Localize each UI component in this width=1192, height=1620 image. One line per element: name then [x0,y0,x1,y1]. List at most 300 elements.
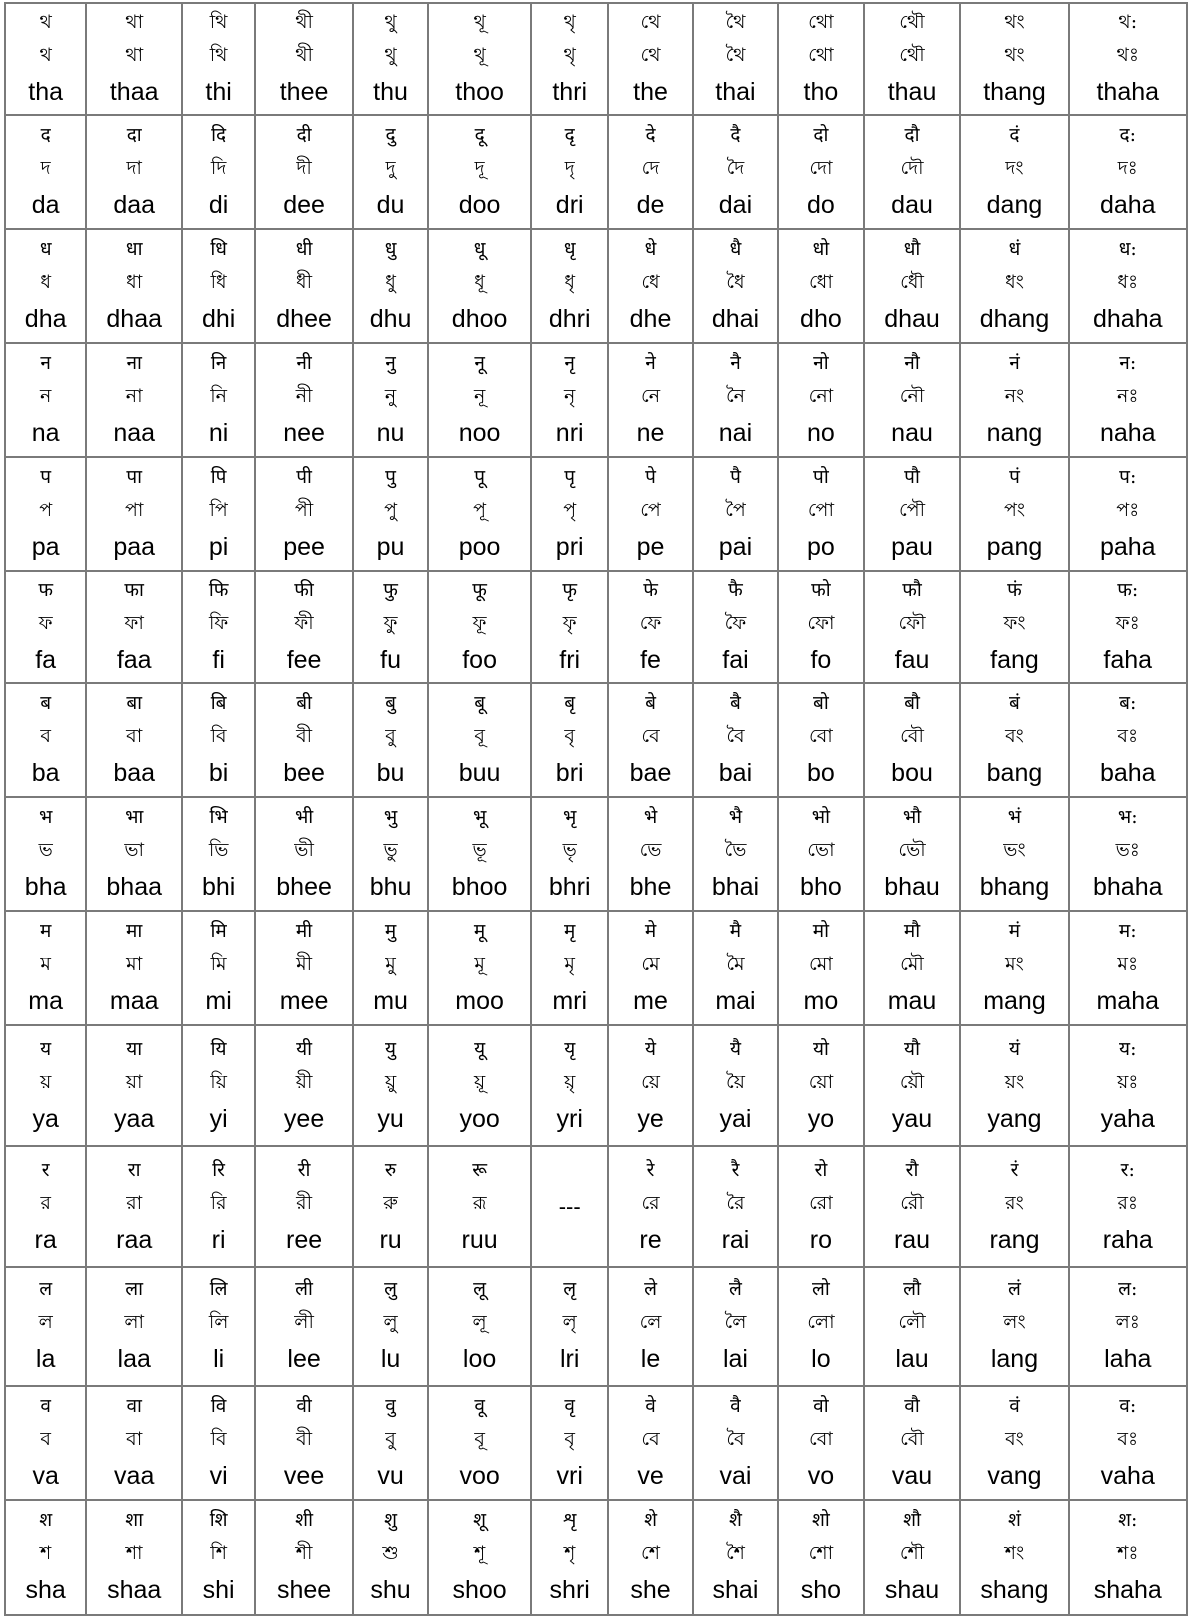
transliteration: fa [35,646,57,675]
devanagari-glyph: यी [296,1037,313,1060]
syllable-cell [5,1386,86,1500]
transliteration: mo [803,987,839,1016]
transliteration: ve [637,1461,664,1490]
devanagari-glyph: पा [126,466,143,489]
transliteration: fai [722,646,749,675]
bengali-glyph: ব [40,1427,51,1450]
syllable-cell [608,797,692,911]
devanagari-glyph: लं [1008,1278,1021,1301]
transliteration: ma [28,987,64,1016]
devanagari-glyph: शो [811,1509,830,1532]
bengali-glyph: মা [126,953,143,976]
syllable-cell [778,1025,863,1146]
bengali-glyph: থৌ [899,43,925,66]
syllable-cell [693,571,778,683]
bengali-glyph: দূ [474,156,485,179]
chart-row [5,343,1187,457]
devanagari-glyph: शौ [903,1509,921,1532]
bengali-glyph: মো [809,953,833,976]
transliteration: shai [712,1576,759,1605]
transliteration: paha [1099,533,1156,562]
syllable-cell [531,1146,608,1266]
devanagari-glyph: वो [813,1394,829,1417]
transliteration: de [636,190,665,219]
bengali-glyph: মে [641,953,660,976]
syllable-cell [693,683,778,797]
devanagari-glyph: नं [1009,352,1020,375]
devanagari-glyph: लौ [903,1278,921,1301]
transliteration: va [32,1461,59,1490]
devanagari-glyph: वै [730,1394,741,1417]
transliteration: fu [380,646,401,675]
transliteration: dau [891,190,933,219]
devanagari-glyph: रं [1010,1158,1019,1181]
syllable-cell [86,229,182,343]
bengali-glyph: ধঃ [1117,271,1139,293]
devanagari-glyph: प [40,466,52,489]
bengali-glyph: পং [1003,499,1026,522]
syllable-cell [86,457,182,571]
bengali-glyph: ভো [807,839,835,862]
transliteration: baa [113,759,156,788]
devanagari-glyph: पो [813,466,829,489]
devanagari-glyph: र [41,1158,50,1181]
transliteration: nau [891,419,933,448]
chart-row [5,1146,1187,1266]
devanagari-glyph: बं [1009,692,1020,715]
devanagari-glyph: ल: [1118,1278,1138,1301]
syllable-cell [428,3,531,115]
bengali-glyph: লৌ [898,1311,926,1334]
syllable-cell [428,1025,531,1146]
syllable-cell [428,1500,531,1615]
syllable-cell [86,1025,182,1146]
syllable-cell [531,1386,608,1500]
devanagari-glyph: ये [645,1037,657,1060]
syllable-cell [864,3,961,115]
syllable-cell [182,457,255,571]
syllable-cell [5,457,86,571]
syllable-cell [428,911,531,1025]
transliteration: doo [458,190,501,219]
syllable-cell [353,1386,428,1500]
bengali-glyph: রী [296,1191,313,1214]
devanagari-glyph: शू [473,1509,487,1532]
devanagari-glyph: दृ [564,123,575,146]
syllable-cell [353,3,428,115]
bengali-glyph: রৌ [900,1191,924,1214]
syllable-cell [608,571,692,683]
bengali-glyph: নে [640,385,661,408]
devanagari-glyph: बे [645,692,656,715]
transliteration: ni [208,419,229,448]
devanagari-glyph: থ [39,10,52,33]
bengali-glyph: ভৈ [724,839,747,862]
bengali-glyph: ভু [383,839,398,862]
syllable-cell [778,343,863,457]
bengali-glyph: থি [209,43,228,66]
bengali-glyph: ভে [639,839,662,862]
devanagari-glyph: शा [125,1509,144,1532]
transliteration: lau [895,1345,929,1374]
bengali-glyph: লী [294,1311,314,1334]
syllable-cell [255,3,353,115]
bengali-glyph: র [40,1191,51,1214]
transliteration: shang [980,1576,1049,1605]
devanagari-glyph: धि [210,238,227,260]
devanagari-glyph: बि [210,692,227,715]
transliteration: lai [722,1345,748,1374]
devanagari-glyph: दे [645,123,656,146]
devanagari-glyph: থু [384,10,397,33]
devanagari-glyph: नु [385,352,396,375]
bengali-glyph: শং [1004,1542,1025,1565]
syllable-cell [608,457,692,571]
devanagari-glyph: भू [472,806,487,829]
bengali-glyph: না [125,385,143,408]
devanagari-glyph: मि [210,920,227,943]
transliteration: vaa [114,1461,155,1490]
syllable-cell [1069,115,1187,229]
syllable-cell [1069,229,1187,343]
syllable-cell [353,115,428,229]
bengali-glyph: য়া [125,1070,143,1093]
devanagari-glyph: भ: [1117,806,1138,829]
syllable-cell [693,229,778,343]
devanagari-glyph: नो [813,352,829,375]
transliteration: dhaha [1093,305,1163,333]
devanagari-glyph: फौ [902,579,922,602]
bengali-glyph: বো [809,725,833,748]
transliteration: thau [887,77,937,106]
bengali-glyph: থঃ [1116,43,1139,66]
devanagari-glyph: रो [814,1158,828,1181]
bengali-glyph: ভং [1003,839,1026,862]
devanagari-glyph: बु [385,692,396,715]
syllable-cell [255,1386,353,1500]
syllable-cell [778,683,863,797]
transliteration: nai [718,419,753,448]
bengali-glyph: পৈ [725,499,746,522]
transliteration: mau [887,987,937,1016]
transliteration: bi [208,759,229,788]
bengali-glyph: মঃ [1117,953,1139,976]
devanagari-glyph: पौ [904,466,920,489]
transliteration: yai [719,1104,752,1133]
syllable-cell [778,1500,863,1615]
transliteration: noo [458,419,501,448]
bengali-glyph: রং [1005,1191,1024,1214]
bengali-glyph: পী [294,499,314,522]
devanagari-glyph: भे [643,806,658,829]
bengali-glyph: য়ং [1004,1070,1025,1093]
transliteration: bang [986,759,1043,788]
transliteration: pee [283,533,325,562]
syllable-cell [5,343,86,457]
bengali-glyph: ফী [294,612,314,635]
syllable-cell [182,3,255,115]
devanagari-glyph: बौ [904,692,920,715]
devanagari-glyph: दि [211,123,227,146]
transliteration: ru [379,1225,402,1254]
transliteration: daa [113,190,156,219]
syllable-cell [531,683,608,797]
bengali-glyph: দে [641,156,660,179]
devanagari-glyph: बृ [564,692,576,715]
syllable-cell [693,1146,778,1266]
devanagari-glyph: शृ [563,1509,577,1532]
devanagari-glyph: पृ [564,466,576,489]
devanagari-glyph: व [40,1394,51,1417]
bengali-glyph: ফৌ [898,612,926,635]
devanagari-glyph: लै [729,1278,742,1301]
transliteration: vang [987,1461,1042,1490]
bengali-glyph: ব [40,725,51,748]
bengali-glyph: ভা [124,839,145,862]
transliteration: vi [209,1461,228,1490]
syllable-cell [182,911,255,1025]
devanagari-glyph: पं [1009,466,1020,489]
transliteration: pa [31,533,60,562]
transliteration: do [807,190,835,219]
devanagari-glyph: भी [294,806,314,829]
transliteration: du [376,190,405,219]
transliteration: thaha [1096,77,1160,106]
syllable-cell [1069,683,1187,797]
transliteration: dhe [629,305,672,333]
empty-cell-dash: --- [558,1193,581,1219]
devanagari-glyph: बी [296,692,312,715]
transliteration: ro [809,1225,833,1254]
syllable-cell [86,683,182,797]
syllable-cell [864,683,961,797]
transliteration: bhai [711,873,760,902]
syllable-cell [960,911,1068,1025]
transliteration: laha [1104,1345,1152,1374]
transliteration: ra [34,1225,57,1254]
transliteration: thang [983,77,1046,106]
bengali-glyph: ধু [385,271,396,293]
syllable-cell [960,229,1068,343]
transliteration: shoo [452,1576,507,1605]
devanagari-glyph: लु [384,1278,397,1301]
bengali-glyph: থা [125,43,144,66]
bengali-glyph: মী [296,953,313,976]
transliteration: fi [212,646,225,675]
syllable-cell [960,115,1068,229]
devanagari-glyph: री [297,1158,311,1181]
syllable-cell [960,683,1068,797]
transliteration: dhang [979,305,1050,333]
syllable-cell [864,1267,961,1386]
transliteration: thee [279,77,329,106]
devanagari-glyph: रू [472,1158,487,1181]
syllable-cell [255,1025,353,1146]
transliteration: ne [636,419,665,448]
transliteration: shee [276,1576,332,1605]
transliteration: bhang [979,873,1050,902]
transliteration: dho [800,305,842,333]
bengali-glyph: বৈ [726,725,745,748]
devanagari-glyph: दू [474,123,485,146]
chart-row [5,1267,1187,1386]
transliteration: dhoo [451,305,508,333]
devanagari-glyph: धे [644,238,657,260]
bengali-glyph: শী [295,1542,313,1565]
transliteration: me [633,987,668,1016]
bengali-glyph: শি [210,1542,227,1565]
bengali-glyph: য়ৃ [564,1070,576,1093]
bengali-glyph: নি [210,385,228,408]
bengali-glyph: বৌ [900,725,924,748]
bengali-glyph: শৌ [899,1542,925,1565]
transliteration: dhau [884,305,940,333]
bengali-glyph: বী [296,1427,313,1450]
devanagari-glyph: शे [644,1509,657,1532]
bengali-glyph: ল [38,1311,53,1334]
syllable-cell [531,911,608,1025]
devanagari-glyph: वं [1009,1394,1020,1417]
bengali-glyph: রূ [472,1191,487,1214]
devanagari-glyph: यो [812,1037,829,1060]
syllable-cell [5,911,86,1025]
transliteration: faha [1103,646,1153,675]
transliteration: thi [205,77,232,106]
devanagari-glyph: मी [295,920,313,943]
bengali-glyph: ফে [639,612,662,635]
syllable-cell [693,1500,778,1615]
syllable-cell [5,683,86,797]
bengali-glyph: বৈ [726,1427,745,1450]
syllable-cell [531,229,608,343]
syllable-cell [353,1146,428,1266]
syllable-cell [693,911,778,1025]
bengali-glyph: দঃ [1117,156,1138,179]
syllable-cell [1069,343,1187,457]
bengali-glyph: ধো [808,271,833,293]
bengali-glyph: বি [210,725,227,748]
bengali-glyph: শা [125,1542,143,1565]
syllable-cell [5,797,86,911]
devanagari-glyph: থা [125,10,144,33]
bengali-glyph: বা [126,1427,143,1450]
bengali-glyph: থৃ [563,43,576,66]
syllable-cell [1069,911,1187,1025]
transliteration: voo [459,1461,500,1490]
transliteration: ree [286,1225,323,1254]
syllable-cell [960,1267,1068,1386]
syllable-cell [608,683,692,797]
bengali-glyph: দ [40,156,51,179]
bengali-glyph: লু [383,1311,398,1334]
syllable-cell [5,1146,86,1266]
devanagari-glyph: नौ [904,352,920,375]
bengali-glyph: বৃ [564,725,575,748]
bengali-glyph: শৃ [564,1542,576,1565]
transliteration: mri [552,987,588,1016]
chart-row [5,457,1187,571]
devanagari-glyph: पू [474,466,486,489]
devanagari-glyph: धो [812,238,830,260]
devanagari-glyph: ला [125,1278,144,1301]
devanagari-glyph: यि [210,1037,227,1060]
syllable-cell [428,797,531,911]
bengali-glyph: বং [1005,725,1024,748]
devanagari-glyph: दी [296,123,312,146]
transliteration: yang [987,1104,1042,1133]
transliteration: dhi [201,305,236,333]
bengali-glyph: দি [210,156,227,179]
syllable-cell [86,1500,182,1615]
devanagari-glyph: पु [385,466,396,489]
transliteration: bha [24,873,67,902]
syllable-cell [608,343,692,457]
syllable-cell [960,343,1068,457]
transliteration: shri [549,1576,590,1605]
devanagari-glyph: बू [474,692,486,715]
syllable-cell [353,911,428,1025]
devanagari-glyph: म: [1118,920,1137,943]
bengali-glyph: য়ী [295,1070,313,1093]
transliteration: vo [807,1461,835,1490]
transliteration: mi [205,987,232,1016]
devanagari-glyph: भ [38,806,53,829]
transliteration: thoo [455,77,504,106]
transliteration: shu [370,1576,411,1605]
devanagari-glyph: भि [209,806,228,829]
bengali-glyph: থো [808,43,834,66]
transliteration: tha [28,77,64,106]
devanagari-glyph: दा [126,123,142,146]
devanagari-glyph: ना [126,352,142,375]
transliteration: vaha [1100,1461,1155,1490]
syllable-cell [693,3,778,115]
transliteration: loo [462,1345,497,1374]
devanagari-glyph: मृ [564,920,576,943]
bengali-glyph: রৈ [726,1191,745,1214]
bengali-glyph: ফং [1003,612,1026,635]
bengali-glyph: লে [639,1311,662,1334]
devanagari-glyph: प: [1119,466,1137,489]
devanagari-glyph: लो [812,1278,830,1301]
transliteration: daha [1099,190,1156,219]
bengali-glyph: নং [1004,385,1025,408]
syllable-cell [1069,3,1187,115]
devanagari-glyph: नू [474,352,485,375]
transliteration: di [208,190,229,219]
devanagari-glyph: वू [474,1394,485,1417]
syllable-cell [86,343,182,457]
transliteration: naa [113,419,156,448]
syllable-cell [864,1146,961,1266]
syllable-cell [255,229,353,343]
bengali-glyph: দৈ [726,156,745,179]
transliteration: mu [373,987,408,1016]
devanagari-glyph: फी [294,579,314,602]
bengali-glyph: বো [809,1427,833,1450]
transliteration: po [807,533,835,562]
devanagari-glyph: থী [295,10,313,33]
transliteration: yoo [459,1104,500,1133]
transliteration: fe [640,646,661,675]
syllable-cell [86,3,182,115]
transliteration: vee [283,1461,325,1490]
transliteration: bae [629,759,672,788]
syllable-cell [778,1386,863,1500]
syllable-cell [1069,571,1187,683]
devanagari-glyph: द: [1119,123,1137,146]
transliteration: nu [376,419,405,448]
